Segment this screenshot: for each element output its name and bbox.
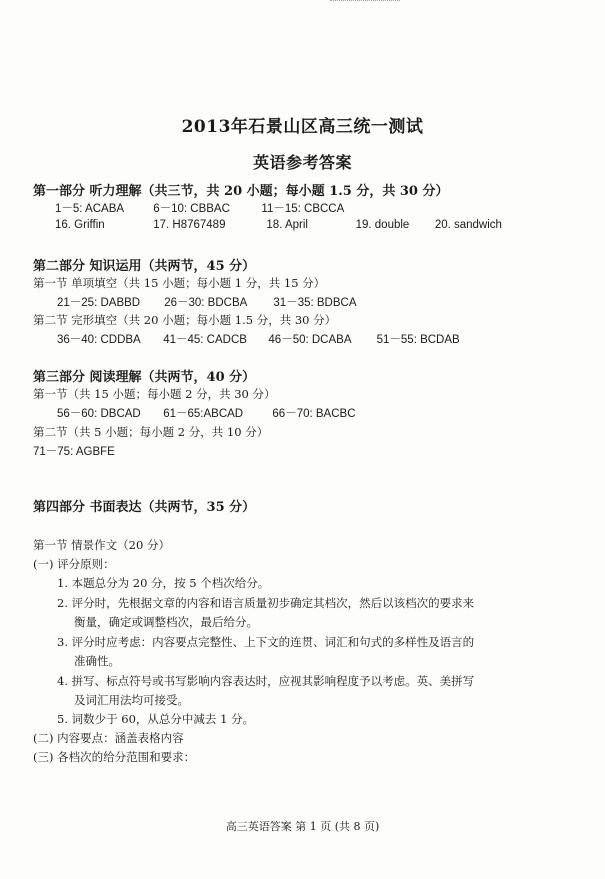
answer-group: 66－70: BACBC (272, 408, 356, 420)
answer-group: 36－40: CDDBA (57, 334, 141, 346)
answer-item: 18. April (266, 219, 308, 231)
answer-group: 26－30: BDCBA (164, 297, 248, 309)
answer-group: 6－10: CBBAC (153, 203, 230, 215)
answer-group: 56－60: DBCAD (57, 408, 141, 420)
rule-5: 5. 词数少于 60，从总分中减去 1 分。 (57, 712, 255, 726)
part2-section2-answers (57, 331, 460, 347)
page-title: 2013年石景山区高三统一测试 (181, 117, 424, 137)
part2-section1-answers (57, 294, 357, 310)
part2-heading: 第二部分 知识运用（共两节，45 分） (33, 259, 256, 274)
answer-group: 1－5: ACABA (55, 203, 125, 215)
rule-3-cont: 准确性。 (74, 654, 120, 668)
answer-group: 51－55: BCDAB (376, 334, 460, 346)
answer-item: 19. double (355, 219, 410, 231)
part2-section1: 第一节 单项填空（共 15 小题；每小题 1 分，共 15 分） (33, 276, 326, 290)
grade-range-heading: (三) 各档次的给分范围和要求： (33, 750, 196, 764)
part3-section1: 第一节（共 15 小题；每小题 2 分，共 30 分） (33, 387, 276, 401)
rule-3: 3. 评分时应考虑：内容要点完整性、上下文的连贯、词汇和句式的多样性及语言的 (57, 635, 475, 649)
page-footer: 高三英语答案 第 1 页 (共 8 页) (225, 820, 380, 833)
part1-answers-row2 (55, 219, 502, 231)
rule-4: 4. 拼写、标点符号或书写影响内容表达时，应视其影响程度予以考虑。英、美拼写 (57, 674, 475, 688)
answer-group: 11－15: CBCCA (261, 203, 345, 215)
scan-header-mark (330, 0, 400, 3)
rule-1: 1. 本题总分为 20 分，按 5 个档次给分。 (57, 576, 270, 590)
part4-section1: 第一节 情景作文（20 分） (33, 538, 170, 552)
part3-heading: 第三部分 阅读理解（共两节，40 分） (33, 370, 256, 385)
answer-group: 21－25: DABBD (57, 297, 141, 309)
part3-section1-answers (57, 405, 356, 421)
answer-group: 61－65:ABCAD (163, 408, 244, 420)
content-points: (二) 内容要点：涵盖表格内容 (33, 731, 184, 745)
part2-section2: 第二节 完形填空（共 20 小题；每小题 1.5 分，共 30 分） (33, 313, 337, 327)
answer-item: 20. sandwich (434, 219, 502, 231)
answer-group: 46－50: DCABA (268, 334, 352, 346)
answer-group: 31－35: BDBCA (273, 297, 357, 309)
rule-4-cont: 及词汇用法均可接受。 (74, 693, 189, 707)
scoring-principles-heading: (一) 评分原则： (33, 557, 115, 571)
rule-2-cont: 衡量，确定或调整档次，最后给分。 (74, 615, 258, 629)
part3-section2-answers: 71－75: AGBFE (33, 446, 115, 458)
page-subtitle: 英语参考答案 (252, 153, 352, 172)
answer-group: 41－45: CADCB (163, 334, 247, 346)
answer-item: 17. H8767489 (153, 219, 226, 231)
rule-2: 2. 评分时，先根据文章的内容和语言质量初步确定其档次，然后以该档次的要求来 (57, 596, 475, 610)
part4-heading: 第四部分 书面表达（共两节，35 分） (33, 500, 256, 515)
part1-answers-row1 (55, 200, 344, 216)
part1-heading: 第一部分 听力理解（共三节，共 20 小题；每小题 1.5 分，共 30 分） (33, 184, 449, 199)
answer-item: 16. Griffin (55, 219, 105, 231)
part3-section2: 第二节（共 5 小题；每小题 2 分，共 10 分） (33, 425, 269, 439)
